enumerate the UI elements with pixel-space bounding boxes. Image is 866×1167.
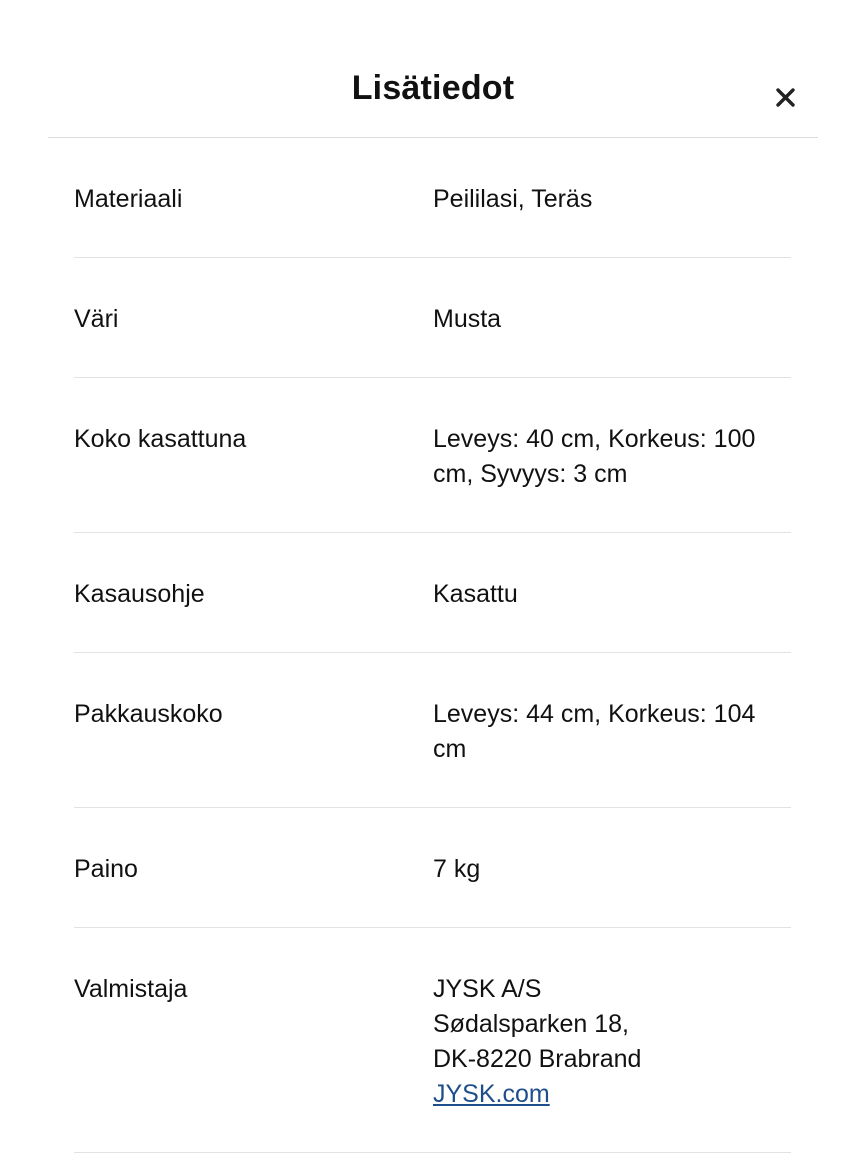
detail-row-paino bbox=[74, 808, 791, 928]
detail-row-materiaali bbox=[74, 138, 791, 258]
manufacturer-name: JYSK A/S bbox=[433, 975, 542, 1003]
detail-value: Kasattu bbox=[433, 580, 518, 608]
detail-value-line: Leveys: 40 cm, Korkeus: 100 bbox=[433, 425, 756, 453]
detail-value bbox=[433, 422, 778, 492]
detail-label: Väri bbox=[74, 305, 119, 333]
detail-label: Pakkauskoko bbox=[74, 700, 223, 728]
detail-row-koko-kasattuna bbox=[74, 378, 791, 533]
detail-label: Paino bbox=[74, 855, 138, 883]
close-button[interactable] bbox=[771, 82, 801, 112]
detail-label: Materiaali bbox=[74, 185, 183, 213]
manufacturer-website-link[interactable]: JYSK.com bbox=[433, 1080, 550, 1108]
detail-label: Koko kasattuna bbox=[74, 425, 247, 453]
detail-value bbox=[433, 972, 778, 1112]
detail-value: Musta bbox=[433, 305, 502, 333]
detail-value: Peililasi, Teräs bbox=[433, 185, 593, 213]
detail-label: Kasausohje bbox=[74, 580, 205, 608]
detail-label: Valmistaja bbox=[74, 975, 188, 1003]
detail-value: 7 kg bbox=[433, 855, 481, 883]
detail-row-vari bbox=[74, 258, 791, 378]
detail-row-kasausohje bbox=[74, 533, 791, 653]
manufacturer-street: Sødalsparken 18, bbox=[433, 1010, 629, 1038]
detail-row-pakkauskoko bbox=[74, 653, 791, 808]
close-icon bbox=[771, 82, 801, 112]
dialog-title: Lisätiedot bbox=[351, 69, 515, 107]
detail-value bbox=[433, 697, 778, 767]
manufacturer-city: DK-8220 Brabrand bbox=[433, 1045, 642, 1073]
detail-row-valmistaja bbox=[74, 928, 791, 1153]
details-table bbox=[74, 138, 791, 1153]
dialog-header bbox=[48, 0, 818, 138]
detail-value-line: cm, Syvyys: 3 cm bbox=[433, 460, 628, 488]
detail-value-line: Leveys: 44 cm, Korkeus: 104 bbox=[433, 700, 756, 728]
detail-value-line: cm bbox=[433, 735, 467, 763]
